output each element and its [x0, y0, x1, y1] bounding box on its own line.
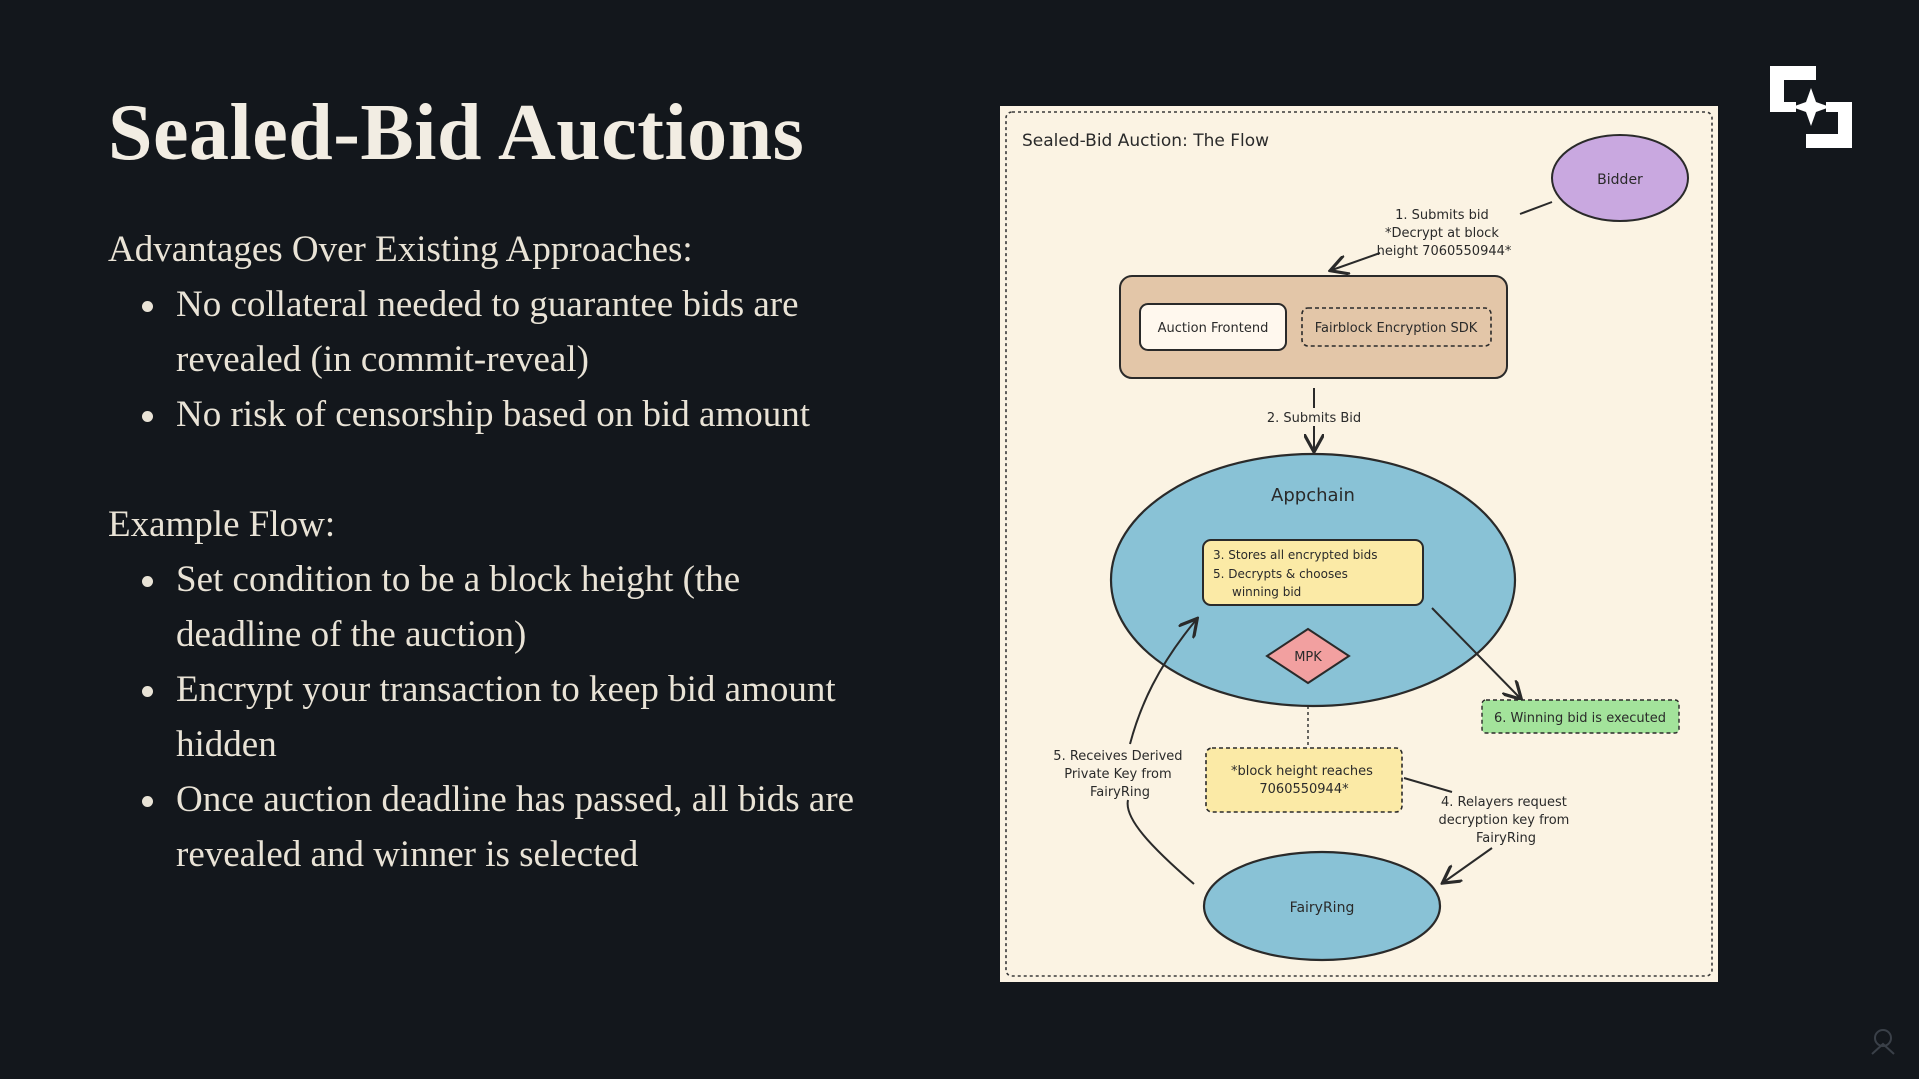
appchain-store-label: 3. Stores all encrypted bids 5. Decrypts & chooses winning bid — [1213, 548, 1378, 599]
list-item: Once auction deadline has passed, all bids are revealed and winner is selected — [176, 772, 854, 882]
bullet-icon — [142, 686, 153, 697]
fairblock-logo-icon — [1770, 66, 1852, 148]
step5-label: 5. Receives Derived Private Key from FairyRing — [1053, 749, 1183, 800]
step2-label: 2. Submits Bid — [1266, 411, 1362, 426]
bullet-icon — [142, 301, 153, 312]
list-item: Set condition to be a block height (the deadline of the auction) — [176, 552, 854, 662]
step1-label: 1. Submits bid *Decrypt at block height 7060550944* — [1376, 208, 1512, 259]
step1-connector — [1520, 202, 1552, 214]
bullet-icon — [142, 576, 153, 587]
flow-diagram — [1000, 106, 1718, 982]
fairyring-label: FairyRing — [1289, 900, 1355, 916]
advantages-heading: Advantages Over Existing Approaches: — [108, 229, 693, 270]
example-heading: Example Flow: — [108, 504, 336, 545]
mpk-label: MPK — [1294, 650, 1322, 665]
list-item: Encrypt your transaction to keep bid amount hidden — [176, 662, 854, 772]
watermark-icon — [1866, 1024, 1900, 1058]
example-section — [108, 503, 854, 882]
step4-label: 4. Relayers request decryption key from FairyRing — [1438, 795, 1570, 846]
example-list — [108, 552, 854, 882]
advantages-list — [108, 277, 810, 442]
diagram-title: Sealed-Bid Auction: The Flow — [1022, 131, 1270, 151]
appchain-label: Appchain — [1271, 485, 1355, 506]
step5-curve-lower — [1128, 800, 1194, 884]
step1-arrow — [1332, 253, 1380, 270]
bidder-label: Bidder — [1597, 172, 1643, 188]
advantages-section — [108, 228, 810, 442]
bullet-icon — [142, 796, 153, 807]
condition-label: *block height reaches 7060550944* — [1230, 764, 1373, 797]
slide-title: Sealed-Bid Auctions — [108, 89, 805, 177]
auction-frontend-label: Auction Frontend — [1157, 321, 1269, 336]
condition-box — [1206, 748, 1402, 812]
winning-bid-label: 6. Winning bid is executed — [1494, 711, 1666, 726]
list-item: No risk of censorship based on bid amount — [176, 387, 810, 442]
bullet-icon — [142, 411, 153, 422]
sdk-label: Fairblock Encryption SDK — [1314, 321, 1478, 336]
flow-diagram-canvas — [1000, 106, 1718, 982]
step4-connector — [1404, 778, 1452, 792]
step4-arrow — [1444, 848, 1492, 882]
list-item: No collateral needed to guarantee bids are revealed (in commit-reveal) — [176, 277, 810, 387]
